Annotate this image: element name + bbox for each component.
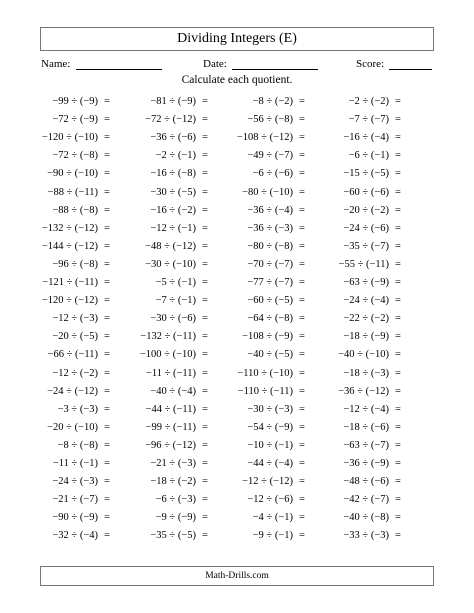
equals-sign: =	[104, 403, 110, 415]
equals-sign: =	[395, 168, 401, 180]
problem-expression: −80 ÷ (−10)	[242, 186, 293, 198]
problem-expression: −63 ÷ (−9)	[343, 277, 389, 288]
equals-sign: =	[104, 494, 110, 506]
equals-sign: =	[202, 439, 208, 451]
equals-sign: =	[104, 277, 110, 288]
problem-expression: −120 ÷ (−10)	[41, 132, 98, 144]
problem-expression: −24 ÷ (−4)	[343, 295, 389, 307]
problem-expression: −40 ÷ (−4)	[150, 385, 196, 397]
equals-sign: =	[299, 349, 305, 361]
problem-expression: −49 ÷ (−7)	[247, 150, 293, 162]
problem-expression: −7 ÷ (−7)	[348, 114, 389, 126]
problem-expression: −8 ÷ (−2)	[252, 96, 293, 107]
problem-expression: −22 ÷ (−2)	[343, 313, 389, 325]
problem-expression: −132 ÷ (−12)	[41, 222, 98, 234]
problem-expression: −108 ÷ (−12)	[236, 132, 293, 144]
name-label: Name:	[41, 58, 71, 70]
equals-sign: =	[202, 150, 208, 162]
equals-sign: =	[299, 204, 305, 216]
problem-expression: −12 ÷ (−4)	[343, 403, 389, 415]
problem-expression: −3 ÷ (−3)	[57, 403, 98, 415]
equals-sign: =	[202, 367, 208, 379]
equals-sign: =	[395, 222, 401, 234]
problem-expression: −33 ÷ (−3)	[343, 530, 389, 542]
equals-sign: =	[299, 258, 305, 270]
problem-expression: −18 ÷ (−6)	[343, 421, 389, 433]
problem-expression: −54 ÷ (−9)	[247, 421, 293, 433]
problem-expression: −35 ÷ (−5)	[150, 530, 196, 542]
equals-sign: =	[395, 132, 401, 144]
equals-sign: =	[202, 186, 208, 198]
equals-sign: =	[104, 258, 110, 270]
equals-sign: =	[299, 512, 305, 524]
problem-expression: −40 ÷ (−5)	[247, 349, 293, 361]
problem-expression: −24 ÷ (−3)	[52, 476, 98, 488]
equals-sign: =	[202, 530, 208, 542]
equals-sign: =	[395, 277, 401, 288]
problem-expression: −18 ÷ (−2)	[150, 476, 196, 488]
equals-sign: =	[104, 349, 110, 361]
equals-sign: =	[299, 150, 305, 162]
problem-expression: −96 ÷ (−8)	[52, 258, 98, 270]
equals-sign: =	[202, 512, 208, 524]
equals-sign: =	[202, 168, 208, 180]
date-label: Date:	[203, 58, 227, 70]
equals-sign: =	[104, 439, 110, 451]
problem-expression: −12 ÷ (−2)	[52, 367, 98, 379]
equals-sign: =	[104, 114, 110, 126]
problem-expression: −4 ÷ (−1)	[252, 512, 293, 524]
footer	[40, 566, 434, 586]
problem-expression: −6 ÷ (−3)	[155, 494, 196, 506]
problem-expression: −11 ÷ (−11)	[145, 367, 196, 379]
equals-sign: =	[299, 186, 305, 198]
problem-expression: −21 ÷ (−7)	[52, 494, 98, 506]
problem-expression: −121 ÷ (−11)	[42, 277, 98, 288]
equals-sign: =	[299, 96, 305, 107]
equals-sign: =	[299, 222, 305, 234]
problem-expression: −80 ÷ (−8)	[247, 240, 293, 252]
equals-sign: =	[395, 367, 401, 379]
problem-expression: −7 ÷ (−1)	[155, 295, 196, 307]
equals-sign: =	[202, 331, 208, 343]
footer-text: Math-Drills.com	[205, 571, 269, 581]
equals-sign: =	[202, 240, 208, 252]
equals-sign: =	[299, 439, 305, 451]
problem-expression: −70 ÷ (−7)	[247, 258, 293, 270]
problem-expression: −44 ÷ (−4)	[247, 458, 293, 469]
problem-expression: −60 ÷ (−5)	[247, 295, 293, 307]
equals-sign: =	[299, 385, 305, 397]
problem-expression: −20 ÷ (−10)	[47, 421, 98, 433]
equals-sign: =	[299, 132, 305, 144]
date-line	[232, 69, 318, 70]
problem-expression: −60 ÷ (−6)	[343, 186, 389, 198]
instruction-text: Calculate each quotient.	[181, 74, 293, 86]
problem-expression: −66 ÷ (−11)	[47, 349, 98, 361]
problem-expression: −6 ÷ (−6)	[252, 168, 293, 180]
equals-sign: =	[104, 530, 110, 542]
problem-expression: −35 ÷ (−7)	[343, 240, 389, 252]
equals-sign: =	[395, 476, 401, 488]
problem-expression: −16 ÷ (−2)	[150, 204, 196, 216]
equals-sign: =	[202, 277, 208, 288]
problem-expression: −20 ÷ (−5)	[52, 331, 98, 343]
equals-sign: =	[202, 295, 208, 307]
problem-expression: −44 ÷ (−11)	[145, 403, 196, 415]
equals-sign: =	[104, 96, 110, 107]
equals-sign: =	[299, 331, 305, 343]
problem-expression: −20 ÷ (−2)	[343, 204, 389, 216]
equals-sign: =	[104, 240, 110, 252]
problem-expression: −77 ÷ (−7)	[247, 277, 293, 288]
problem-expression: −32 ÷ (−4)	[52, 530, 98, 542]
equals-sign: =	[299, 295, 305, 307]
problem-expression: −42 ÷ (−7)	[343, 494, 389, 506]
equals-sign: =	[202, 96, 208, 107]
equals-sign: =	[202, 222, 208, 234]
equals-sign: =	[104, 458, 110, 469]
problem-expression: −9 ÷ (−1)	[252, 530, 293, 542]
equals-sign: =	[104, 186, 110, 198]
equals-sign: =	[395, 258, 401, 270]
problem-expression: −64 ÷ (−8)	[247, 313, 293, 325]
equals-sign: =	[395, 150, 401, 162]
equals-sign: =	[395, 403, 401, 415]
problem-expression: −132 ÷ (−11)	[140, 331, 196, 343]
equals-sign: =	[395, 512, 401, 524]
problem-expression: −36 ÷ (−3)	[247, 222, 293, 234]
problem-expression: −100 ÷ (−10)	[139, 349, 196, 361]
equals-sign: =	[104, 132, 110, 144]
equals-sign: =	[104, 313, 110, 325]
equals-sign: =	[202, 421, 208, 433]
equals-sign: =	[202, 403, 208, 415]
equals-sign: =	[299, 403, 305, 415]
equals-sign: =	[395, 439, 401, 451]
problem-expression: −18 ÷ (−3)	[343, 367, 389, 379]
problem-expression: −72 ÷ (−9)	[52, 114, 98, 126]
equals-sign: =	[395, 458, 401, 469]
equals-sign: =	[104, 150, 110, 162]
problem-expression: −30 ÷ (−10)	[145, 258, 196, 270]
problem-expression: −144 ÷ (−12)	[41, 240, 98, 252]
problem-expression: −99 ÷ (−9)	[52, 96, 98, 107]
problem-expression: −24 ÷ (−12)	[47, 385, 98, 397]
problem-expression: −108 ÷ (−9)	[242, 331, 293, 343]
name-line	[76, 69, 162, 70]
equals-sign: =	[395, 494, 401, 506]
equals-sign: =	[395, 186, 401, 198]
problem-expression: −9 ÷ (−9)	[155, 512, 196, 524]
problem-expression: −48 ÷ (−12)	[145, 240, 196, 252]
problem-expression: −40 ÷ (−8)	[343, 512, 389, 524]
equals-sign: =	[299, 367, 305, 379]
equals-sign: =	[299, 240, 305, 252]
equals-sign: =	[104, 331, 110, 343]
problem-expression: −55 ÷ (−11)	[338, 258, 389, 270]
equals-sign: =	[395, 313, 401, 325]
equals-sign: =	[202, 476, 208, 488]
problem-expression: −30 ÷ (−3)	[247, 403, 293, 415]
problem-expression: −30 ÷ (−5)	[150, 186, 196, 198]
problem-expression: −56 ÷ (−8)	[247, 114, 293, 126]
problem-expression: −63 ÷ (−7)	[343, 439, 389, 451]
problem-expression: −88 ÷ (−11)	[47, 186, 98, 198]
problem-expression: −99 ÷ (−11)	[145, 421, 196, 433]
equals-sign: =	[202, 349, 208, 361]
equals-sign: =	[299, 313, 305, 325]
problem-expression: −12 ÷ (−12)	[242, 476, 293, 488]
equals-sign: =	[299, 458, 305, 469]
equals-sign: =	[299, 421, 305, 433]
problem-expression: −110 ÷ (−11)	[237, 385, 293, 397]
problem-expression: −12 ÷ (−6)	[247, 494, 293, 506]
equals-sign: =	[395, 530, 401, 542]
problem-expression: −90 ÷ (−10)	[47, 168, 98, 180]
score-line	[389, 69, 432, 70]
equals-sign: =	[395, 240, 401, 252]
equals-sign: =	[104, 421, 110, 433]
problem-expression: −36 ÷ (−12)	[338, 385, 389, 397]
equals-sign: =	[299, 277, 305, 288]
problem-expression: −36 ÷ (−6)	[150, 132, 196, 144]
problem-expression: −48 ÷ (−6)	[343, 476, 389, 488]
equals-sign: =	[395, 114, 401, 126]
problem-expression: −21 ÷ (−3)	[150, 458, 196, 469]
problem-expression: −8 ÷ (−8)	[57, 439, 98, 451]
equals-sign: =	[104, 222, 110, 234]
equals-sign: =	[395, 204, 401, 216]
equals-sign: =	[202, 458, 208, 469]
problem-expression: −72 ÷ (−8)	[52, 150, 98, 162]
equals-sign: =	[299, 114, 305, 126]
problem-expression: −11 ÷ (−1)	[52, 458, 98, 469]
problem-expression: −2 ÷ (−1)	[155, 150, 196, 162]
equals-sign: =	[104, 512, 110, 524]
equals-sign: =	[395, 421, 401, 433]
equals-sign: =	[395, 331, 401, 343]
equals-sign: =	[202, 114, 208, 126]
equals-sign: =	[202, 385, 208, 397]
problem-expression: −90 ÷ (−9)	[52, 512, 98, 524]
problem-expression: −12 ÷ (−1)	[150, 222, 196, 234]
equals-sign: =	[395, 96, 401, 107]
problem-expression: −96 ÷ (−12)	[145, 439, 196, 451]
equals-sign: =	[104, 204, 110, 216]
equals-sign: =	[104, 385, 110, 397]
problem-expression: −18 ÷ (−9)	[343, 331, 389, 343]
equals-sign: =	[104, 168, 110, 180]
problem-expression: −40 ÷ (−10)	[338, 349, 389, 361]
equals-sign: =	[299, 494, 305, 506]
problem-expression: −2 ÷ (−2)	[348, 96, 389, 107]
equals-sign: =	[104, 476, 110, 488]
equals-sign: =	[395, 349, 401, 361]
problem-expression: −30 ÷ (−6)	[150, 313, 196, 325]
equals-sign: =	[395, 385, 401, 397]
problem-expression: −120 ÷ (−12)	[41, 295, 98, 307]
problem-expression: −72 ÷ (−12)	[145, 114, 196, 126]
equals-sign: =	[395, 295, 401, 307]
score-label: Score:	[356, 58, 385, 70]
problem-expression: −16 ÷ (−8)	[150, 168, 196, 180]
problem-expression: −110 ÷ (−10)	[237, 367, 293, 379]
equals-sign: =	[299, 476, 305, 488]
equals-sign: =	[202, 258, 208, 270]
problem-expression: −24 ÷ (−6)	[343, 222, 389, 234]
problem-expression: −6 ÷ (−1)	[348, 150, 389, 162]
problem-expression: −5 ÷ (−1)	[155, 277, 196, 288]
equals-sign: =	[104, 295, 110, 307]
problem-expression: −81 ÷ (−9)	[150, 96, 196, 107]
problem-expression: −88 ÷ (−8)	[52, 204, 98, 216]
equals-sign: =	[202, 313, 208, 325]
problem-expression: −36 ÷ (−9)	[343, 458, 389, 469]
equals-sign: =	[202, 204, 208, 216]
problem-expression: −12 ÷ (−3)	[52, 313, 98, 325]
problem-expression: −10 ÷ (−1)	[247, 439, 293, 451]
equals-sign: =	[104, 367, 110, 379]
worksheet-title: Dividing Integers (E)	[40, 27, 434, 51]
equals-sign: =	[299, 168, 305, 180]
problem-expression: −36 ÷ (−4)	[247, 204, 293, 216]
problem-expression: −16 ÷ (−4)	[343, 132, 389, 144]
equals-sign: =	[202, 132, 208, 144]
problem-expression: −15 ÷ (−5)	[343, 168, 389, 180]
equals-sign: =	[202, 494, 208, 506]
equals-sign: =	[299, 530, 305, 542]
